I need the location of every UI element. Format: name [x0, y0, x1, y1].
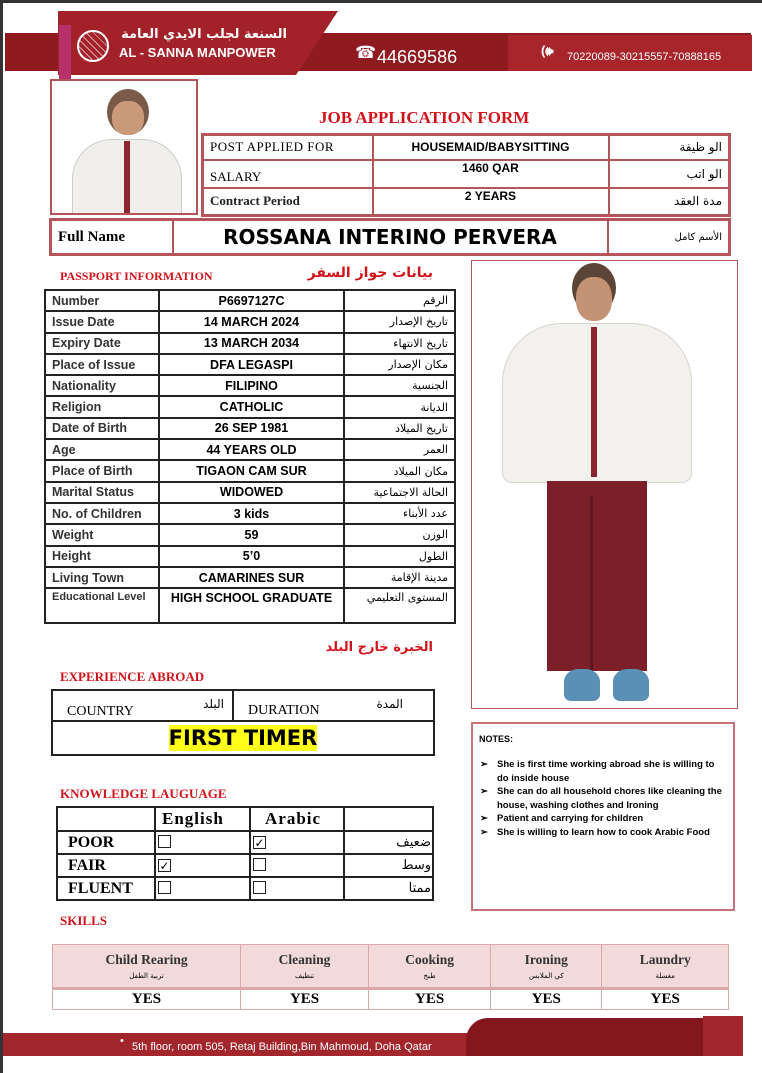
contract-arabic: مدة العقد	[609, 188, 730, 216]
skill-header	[53, 945, 241, 989]
notes-list	[480, 758, 727, 839]
contract-value: 2 YEARS	[373, 188, 609, 216]
language-heading: KNOWLEDGE LAUGUAGE	[60, 786, 227, 801]
language-row	[57, 877, 433, 900]
passport-row	[45, 503, 455, 524]
duration-arabic: المدة	[376, 697, 403, 711]
passport-field-label: Age	[45, 439, 159, 460]
arabic-checkbox[interactable]	[250, 854, 344, 877]
passport-field-label: Place of Birth	[45, 460, 159, 481]
arrow-bullet-icon: ➢	[480, 786, 488, 797]
applicant-photo-small	[50, 79, 198, 215]
skill-header	[369, 945, 491, 989]
experience-value: FIRST TIMER	[168, 726, 318, 750]
passport-row	[45, 567, 455, 588]
note-text: Patient and carrying for children	[497, 813, 644, 824]
note-item	[480, 758, 727, 785]
header-accent-bar	[59, 25, 71, 81]
passport-field-value: 44 YEARS OLD	[159, 439, 344, 460]
passport-row	[45, 524, 455, 545]
notes-heading: NOTES:	[479, 734, 514, 744]
note-text: She can do all household chores like cleaning the house, washing clothes and Ironing	[497, 786, 722, 811]
footer-right-block	[703, 1016, 743, 1056]
applicant-photo-full	[471, 260, 738, 709]
skill-label: Cooking	[405, 952, 454, 967]
country-arabic: البلد	[203, 697, 224, 711]
passport-table	[44, 289, 456, 624]
skills-value-row	[53, 989, 729, 1010]
passport-row	[45, 460, 455, 481]
salary-arabic: الو اتب	[609, 160, 730, 188]
passport-row	[45, 375, 455, 396]
experience-heading: EXPERIENCE ABROAD	[60, 669, 205, 684]
duration-label: DURATION	[248, 703, 320, 718]
passport-field-arabic: مدينة الإقامة	[344, 567, 455, 588]
passport-field-value: DFA LEGASPI	[159, 354, 344, 375]
passport-field-label: No. of Children	[45, 503, 159, 524]
post-label: POST APPLIED FOR	[203, 135, 373, 160]
note-text: She is first time working abroad she is willing to do inside house	[497, 759, 715, 784]
passport-row	[45, 290, 455, 311]
passport-field-value: P6697127C	[159, 290, 344, 311]
arrow-bullet-icon: ➢	[480, 813, 488, 824]
full-name-label: Full Name	[51, 220, 173, 255]
language-row	[57, 831, 433, 854]
experience-heading-arabic: الخبرة خارج البلد	[325, 640, 433, 655]
mobile-numbers: 70220089-30215557-70888165	[567, 51, 722, 63]
footer-address: 5th floor, room 505, Retaj Building,Bin Mahmoud, Doha Qatar	[132, 1041, 432, 1053]
passport-field-value: 14 MARCH 2024	[159, 311, 344, 332]
passport-row	[45, 311, 455, 332]
passport-field-arabic: العمر	[344, 439, 455, 460]
passport-field-value: 3 kids	[159, 503, 344, 524]
passport-field-arabic: الطول	[344, 546, 455, 567]
note-item	[480, 785, 727, 812]
passport-heading: PASSPORT INFORMATION	[60, 269, 213, 283]
post-arabic: الو ظيفة	[609, 135, 730, 160]
skill-arabic: طبخ	[423, 972, 436, 980]
skill-label: Ironing	[524, 952, 568, 967]
language-row	[57, 854, 433, 877]
skill-arabic: كي الملابس	[529, 972, 564, 980]
passport-field-value: CATHOLIC	[159, 396, 344, 417]
passport-field-label: Number	[45, 290, 159, 311]
passport-row	[45, 333, 455, 354]
passport-field-label: Expiry Date	[45, 333, 159, 354]
country-label: COUNTRY	[67, 704, 134, 719]
language-level-label: POOR	[57, 831, 155, 854]
passport-field-arabic: الديانة	[344, 396, 455, 417]
job-details-table	[201, 133, 731, 217]
globe-logo-icon	[77, 30, 109, 62]
passport-field-label: Marital Status	[45, 482, 159, 503]
passport-field-arabic: تاريخ الإصدار	[344, 311, 455, 332]
skill-header	[491, 945, 602, 989]
passport-row	[45, 354, 455, 375]
passport-field-arabic: المستوى التعليمي	[344, 588, 455, 623]
language-level-arabic: وسط	[344, 854, 433, 877]
passport-field-arabic: مكان الميلاد	[344, 460, 455, 481]
passport-field-arabic: مكان الإصدار	[344, 354, 455, 375]
passport-field-label: Issue Date	[45, 311, 159, 332]
passport-field-value: 13 MARCH 2034	[159, 333, 344, 354]
note-item	[480, 812, 727, 826]
skill-value: YES	[491, 989, 602, 1010]
location-pin-icon: •	[120, 1035, 124, 1047]
phone-number: 44669586	[377, 47, 458, 67]
english-checkbox[interactable]: ✓	[155, 854, 250, 877]
passport-row	[45, 546, 455, 567]
passport-field-arabic: عدد الأبناء	[344, 503, 455, 524]
passport-heading-arabic: بيانات جواز السفر	[307, 265, 433, 281]
telephone-icon: ☎	[355, 43, 377, 62]
skills-header-row	[53, 945, 729, 989]
passport-field-arabic: الرقم	[344, 290, 455, 311]
arrow-bullet-icon: ➢	[480, 826, 488, 838]
skill-label: Cleaning	[278, 952, 331, 967]
skill-value: YES	[602, 989, 729, 1010]
passport-field-label: Date of Birth	[45, 418, 159, 439]
passport-field-value: HIGH SCHOOL GRADUATE	[159, 588, 344, 623]
arabic-checkbox[interactable]	[250, 877, 344, 900]
company-name: AL - SANNA MANPOWER	[119, 45, 276, 60]
passport-field-arabic: تاريخ الميلاد	[344, 418, 455, 439]
english-checkbox[interactable]	[155, 831, 250, 854]
skill-label: Child Rearing	[105, 952, 188, 967]
passport-field-label: Religion	[45, 396, 159, 417]
passport-row	[45, 588, 455, 623]
language-table	[56, 806, 434, 901]
contract-label: Contract Period	[203, 188, 373, 216]
skill-header	[602, 945, 729, 989]
skill-value: YES	[53, 989, 241, 1010]
skill-arabic: تربية الطفل	[129, 972, 164, 980]
skill-arabic: تنظيف	[294, 972, 315, 980]
form-title: JOB APPLICATION FORM	[319, 108, 530, 127]
skill-header	[241, 945, 369, 989]
passport-field-label: Nationality	[45, 375, 159, 396]
language-col-english: English	[155, 807, 250, 831]
passport-field-value: 59	[159, 524, 344, 545]
passport-field-label: Height	[45, 546, 159, 567]
skills-heading: SKILLS	[60, 913, 107, 928]
passport-field-value: TIGAON CAM SUR	[159, 460, 344, 481]
language-level-label: FAIR	[57, 854, 155, 877]
passport-field-value: 26 SEP 1981	[159, 418, 344, 439]
language-level-label: FLUENT	[57, 877, 155, 900]
post-value: HOUSEMAID/BABYSITTING	[373, 135, 609, 160]
salary-value: 1460 QAR	[373, 160, 609, 188]
language-col-arabic: Arabic	[250, 807, 344, 831]
skill-value: YES	[241, 989, 369, 1010]
full-name-arabic: الأسم كامل	[608, 220, 730, 255]
salary-label: SALARY	[203, 160, 373, 188]
passport-field-value: CAMARINES SUR	[159, 567, 344, 588]
english-checkbox[interactable]	[155, 877, 250, 900]
passport-field-arabic: الحالة الاجتماعية	[344, 482, 455, 503]
arrow-bullet-icon: ➢	[480, 759, 488, 770]
passport-row	[45, 418, 455, 439]
skill-value: YES	[369, 989, 491, 1010]
passport-field-label: Weight	[45, 524, 159, 545]
note-text: She is willing to learn how to cook Arabic Food	[497, 826, 710, 838]
skills-table	[52, 944, 729, 1010]
passport-row	[45, 396, 455, 417]
passport-field-value: WIDOWED	[159, 482, 344, 503]
language-level-arabic: ضعيف	[344, 831, 433, 854]
passport-field-value: FILIPINO	[159, 375, 344, 396]
arabic-checkbox[interactable]: ✓	[250, 831, 344, 854]
skill-label: Laundry	[639, 952, 691, 967]
full-name-value: ROSSANA INTERINO PERVERA	[173, 220, 608, 255]
notes-box	[471, 722, 735, 911]
passport-field-arabic: تاريخ الانتهاء	[344, 333, 455, 354]
footer-dark-block	[466, 1018, 706, 1056]
passport-row	[45, 439, 455, 460]
passport-field-label: Living Town	[45, 567, 159, 588]
skill-arabic: مغسلة	[655, 972, 675, 980]
passport-field-label: Educational Level	[45, 588, 159, 623]
passport-field-arabic: الجنسية	[344, 375, 455, 396]
company-name-arabic: السنعة لجلب الايدي العامة	[121, 27, 287, 42]
note-item	[480, 826, 727, 840]
full-name-table	[49, 218, 731, 256]
language-level-arabic: ممتا	[344, 877, 433, 900]
passport-field-arabic: الوزن	[344, 524, 455, 545]
passport-field-label: Place of Issue	[45, 354, 159, 375]
passport-row	[45, 482, 455, 503]
passport-field-value: 5’0	[159, 546, 344, 567]
experience-table	[51, 689, 435, 756]
mobile-icon: (🕪	[541, 43, 554, 58]
